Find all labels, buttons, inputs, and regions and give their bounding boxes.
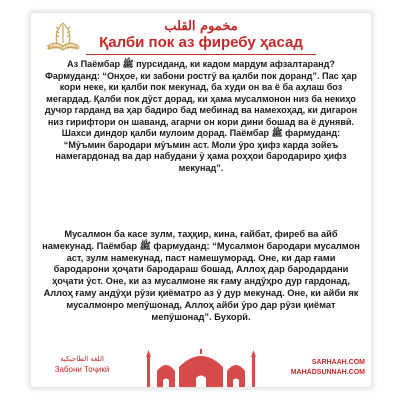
mosque-skyline-icon — [141, 347, 261, 387]
logo-caption: Забони Тоҷикӣ — [45, 45, 81, 51]
paragraph-1: Аз Паёмбар ﷺ пурсиданд, ки кадом мардум афзалтаранд? Фармуданд: “Онҳое, ки забони ростгӯ ва қалби пок доранд”. Пас ҳар кори неке, ки қалби пок мекунад, ба худи он ва ё ба аҳлаш боз мегардад. Қалби пок дӯст дорад, ки ҳама мусалмонон низ ба некиҳо дучор гарданд ва ҳар бадиро бад мебинад ва намехоҳад, ки дигарон низ гирифтори он шаванд, агарчи он кори дини бошад ва ё дунявӣ. Шахси диндор қалби мулоим дорад. Паёмбар ﷺ фармуданд: “Мӯъмин бародари мӯъмин аст. Моли ӯро ҳифз карда зойеъ намегардонад ва дар набудани ӯ ҳама роҳҳои бародариро ҳифз мекунад”. — [44, 59, 358, 173]
content-card — [30, 12, 372, 388]
paragraph-2: Мусалмон ба касе зулм, таҳқир, кина, ғайбат, фиреб ва айб намекунад. Паёмбар ﷺ фармуданд: “Мусалмон бародари мусалмон аст, зулм намекунад, паст намешуморад. Оне, ки дар ғами бародарони ҳоҷати бародараш бошад, Аллоҳ дар бародардани ҳоҷати ӯст. Оне, ки аз мусалмоне як ғаму андӯҳро дур гардонад, Аллоҳ ғаму андӯҳи рӯзи қиёматро аз ӯ дур мекунад. Оне, ки айби як мусалмонро мепӯшонад, Аллоҳ айби ӯро дар рӯзи қиёмат мепӯшонад”. Бухорӣ. — [42, 229, 360, 322]
website-link-sarhaah[interactable]: SARHAAH.COM — [311, 359, 365, 366]
footer-websites — [291, 358, 365, 378]
footer-brand-block — [37, 355, 127, 374]
footer-arabic-label: اللغة الطاجيكية — [60, 355, 104, 363]
page-title: Қалби пок аз фиребу ҳасад — [99, 34, 303, 51]
website-link-mahadsunnah[interactable]: MAHADSUNNAH.COM — [290, 369, 365, 376]
footer-brand-label: Забони Тоҷикӣ — [54, 365, 110, 374]
arabic-title: مخموم القلب — [164, 19, 238, 34]
title-divider — [86, 54, 316, 55]
